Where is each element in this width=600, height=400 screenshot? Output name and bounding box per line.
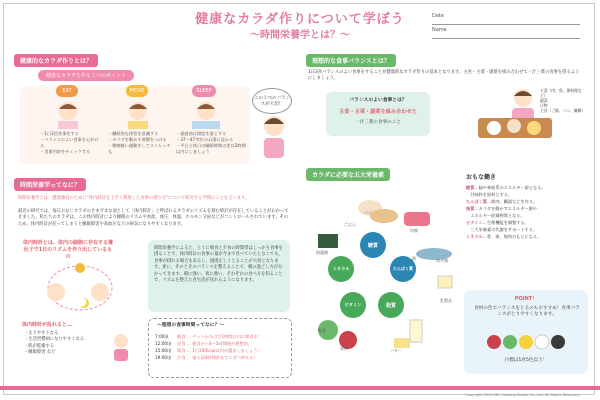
sleep-label: SLEEP <box>192 85 216 97</box>
kid-sleeping-icon <box>188 99 224 129</box>
footer-bar <box>0 386 600 390</box>
section-heading-chrono-nutrition: 時間栄養学ってなに？ <box>14 178 86 191</box>
food-label-egg: 卵 <box>412 256 416 261</box>
role-row: 糖質…脳や神経系のエネルギー源となる。 <box>466 185 546 190</box>
sleep-tips: ・就寝前は照度を落とする ・37〜47℃位のお湯に浸かる ・平日と休日の睡眠時間の差は2時間以内にしましょう <box>176 131 246 154</box>
role-row: 脂質…カラダを動かすエネルギー源や <box>466 206 537 211</box>
section-heading-healthy-body: 健康的なカラダ作りとは？ <box>14 54 98 67</box>
chrono-explanation-box: 時間栄養学によると、とくに朝食と夕食の時間帯はしっかり食事を摂ることで、体内時計の食事の量が今まで食べていたとなくても、食事が摂れる場合もあるし、規則正しくとることが大切となります。逆に、そのときのバランスを整えることで、朝の過ごし方が分かってきます。朝に強い、夜に強い、それぞれの食べ方を知ることで、リズムを整えた食生活が送れるようになります。 <box>148 240 290 312</box>
nutrient-vitamin: ビタミン <box>340 292 366 318</box>
role-row: ビタミン…生理機能を調整する。 <box>466 220 529 225</box>
role-row: ミネラル…骨、歯、筋肉のもとになる。 <box>466 234 542 239</box>
ideal-meal-times-box: 〜理想の食事時間ってなに？〜 7:00頃 朝食 … ペットかたはで1時間以内に朝食を！ 12:00頃 昼食 … 朝食から4〜5時間後が理想的。 15:00頃 間食 … 1日200kcal以内が選ましましょう！ 19:00頃 夕食 … 寝る前3時間前までに食べ終える！ <box>148 318 292 378</box>
role-row: たんぱく質…筋肉、臓器などを作る。 <box>466 199 538 204</box>
eat-label: EAT <box>56 85 78 97</box>
nutrient-fat: 脂質 <box>378 292 404 318</box>
teacher-icon <box>258 114 290 158</box>
kid-eating-icon <box>50 99 86 129</box>
meal-dish-labels: 主菜（肉、魚、卵料理など） 副菜 汁物 主食（ご飯、パン、麺類） <box>540 88 586 113</box>
color-food-icons <box>486 328 568 354</box>
schedule-row: 12:00頃 昼食 … 朝食から4〜5時間後が理想的。 <box>155 341 252 346</box>
clock-disturb-list: ・太りやすくなる ・生活習慣病になりやすくなる ・肌が乾燥する ・睡眠障害 など <box>24 331 85 356</box>
move-tips: ・継続的な体型を意識する ・カラダを動かす習慣をつける ・朝晩軽い運動をしてストレッチも <box>108 131 171 154</box>
food-label-seaweed: 海藻類 <box>316 250 328 255</box>
point-goal: 目標は1食5色以上！ <box>504 358 548 363</box>
role-row: 三大栄養素の代謝をサポートする。 <box>466 227 538 232</box>
body-clock-definition: 体内時計とは、体内の細胞に存在する遺伝子で1日のリズムを作り出しているもの <box>22 240 113 260</box>
food-label-seafood: 魚介類 <box>436 258 448 263</box>
food-label-dairy: 乳製品 <box>440 298 452 303</box>
point-box: POINT！ 食材の色でバランスをとるのもおすすめ！食事バランスがとりやすくなります。 目標は1食5色以上！ <box>464 290 588 374</box>
food-label-bread: パン <box>364 210 372 215</box>
balance-callout: バランスのよい食事とは？ 主食・主菜・副菜を組み合わせた 一汁三菜の食事のこと <box>326 92 430 136</box>
section-heading-five-nutrients: カラダに必要な五大栄養素 <box>306 168 390 181</box>
tired-kid-icon <box>110 332 132 362</box>
schedule-row: 7:00頃 朝食 … ペットかたはで1時間以内に朝食を！ <box>155 334 262 339</box>
nutrient-mineral: ミネラル <box>328 256 354 282</box>
schedule-row: 15:00頃 間食 … 1日200kcal以内が選ましましょう！ <box>155 348 262 353</box>
chrono-intro-text: 最近の研究では、毎日おなじカラダのさまざまな面として「体内時計」と呼ばれるカラダのリズムを刻む時計が存在していることがわかってきました。私たちのカラダは、この体内時計により睡眠のリズムや食欲、血圧、体温、ホルモン分泌などがコントロールされています。そのため、体内時計が狂ってしまうと睡眠障害や高血圧などの病気になりやすくなります。 <box>18 209 289 227</box>
page-subtitle: 〜時間栄養学とは？〜 <box>250 30 350 41</box>
roles-title: おもな働き <box>466 174 497 181</box>
eat-tips: ・1日3回食事をする ・バランスのよい食事を心がける ・食事内容をチェックする <box>40 131 99 154</box>
page-title: 健康なカラダ作りについて学ぼう <box>195 12 405 27</box>
copyright: Copyright 2019 ABC Cooking Studio Co., Ltd. All Rights Reserved. <box>465 393 580 397</box>
food-label-fruit: 果物 <box>340 346 348 351</box>
name-date-box <box>432 13 580 41</box>
meal-balance-text: 1日3食バランスのよい食事をすることが健康的なカラダ作りの基本となります。主食・主菜・副菜を組み合わせて一汁三菜の食事を摂るようにしましょう。 <box>308 70 580 82</box>
meal-schedule <box>155 333 287 361</box>
clock-disturb-title: 体内時計が乱れると… <box>22 322 73 328</box>
nutrient-protein: たんぱく質 <box>390 256 416 282</box>
role-row: エネルギー貯蔵物質となる。 <box>466 213 525 218</box>
food-illustrations <box>314 188 464 368</box>
name-row[interactable]: Name <box>432 27 580 39</box>
kid-exercise-icon <box>120 99 156 129</box>
points-label: 健康なカラダを作る３つのポイント <box>38 70 134 81</box>
nutrient-carbohydrate: 糖質 <box>360 232 386 258</box>
balance-bubble: この３つのバランスが大切！ <box>252 88 292 114</box>
schedule-row: 19:00頃 夕食 … 寝る前3時間前までに食べ終える！ <box>155 355 258 360</box>
body-clock-cycle-icon <box>40 262 120 314</box>
food-label-meat: 肉類 <box>410 228 418 233</box>
meal-tray-icon <box>476 110 556 140</box>
section-heading-meal-balance: 理想的な食事バランスとは？ <box>306 54 396 67</box>
role-row: 甘味料を原料とする。 <box>466 192 513 197</box>
date-row[interactable]: Date <box>432 13 580 25</box>
move-label: MOVE <box>126 85 148 97</box>
nutrient-roles <box>466 184 586 240</box>
food-label-butter: バター <box>390 348 402 353</box>
chrono-intro-highlight: 時間栄養学とは、健康維持のために"体内時計を上手く利用した食事の摂り方"について研究する学問のことを言います。 <box>18 196 250 201</box>
food-label-vegetable: 野菜 <box>318 328 326 333</box>
food-label-rice: ごはん <box>344 222 356 227</box>
